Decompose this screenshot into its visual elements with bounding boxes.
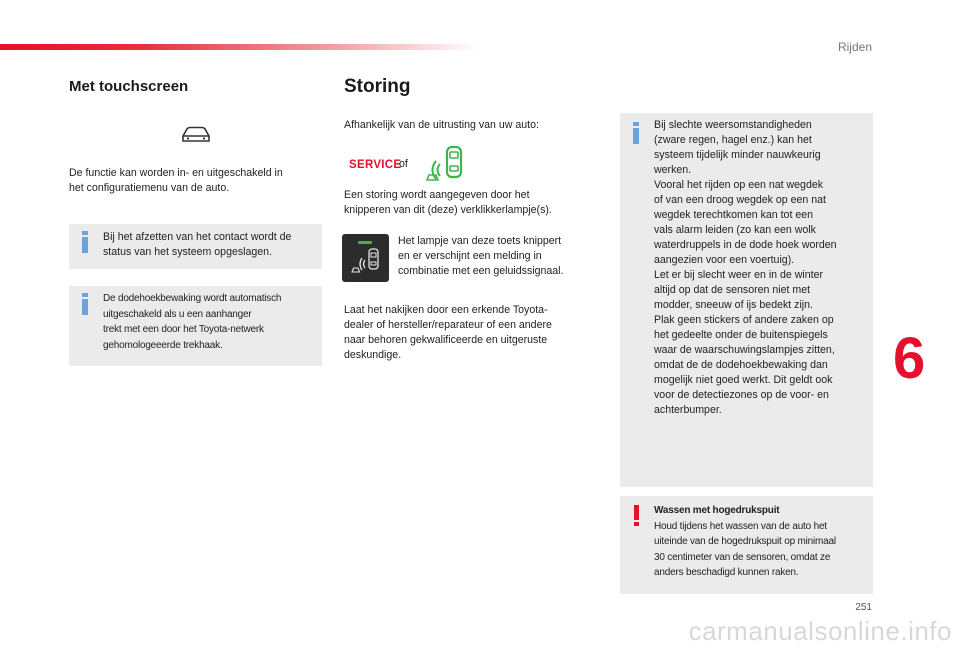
- info-note-weather: [620, 113, 873, 487]
- info-icon: [633, 122, 639, 144]
- or-word: of: [399, 158, 408, 170]
- touchscreen-paragraph: De functie kan worden in- en uitgeschakeld in het configuratiemenu van de auto.: [69, 167, 283, 194]
- weather-note-line: mogelijk niet goed werkt. Dit geldt ook: [654, 374, 833, 386]
- weather-note-line: Bij slechte weersomstandigheden: [654, 119, 812, 131]
- storing-intro: Afhankelijk van de uitrusting van uw auto:: [344, 119, 539, 131]
- warning-icon: [633, 505, 639, 526]
- blind-spot-button-icon: [342, 234, 389, 282]
- weather-note-line: of van een droog wegdek op een nat: [654, 194, 826, 206]
- blind-spot-button: [342, 234, 389, 282]
- weather-note-line: Let er bij slecht weer en in de winter: [654, 269, 823, 281]
- weather-note-line: wegdek terechtkomen kan tot een: [654, 209, 814, 221]
- weather-note-line: altijd op dat de sensoren niet met: [654, 284, 811, 296]
- weather-note-line: systeem tijdelijk minder nauwkeurig: [654, 149, 821, 161]
- weather-note-line: (zware regen, hagel enz.) kan het: [654, 134, 812, 146]
- info-note-trailer: De dodehoekbewaking wordt automatisch uitgeschakeld als u een aanhanger trekt met een door het Toyota-netwerk gehomologeeerde trekhaak.: [69, 286, 322, 366]
- section-title: Rijden: [837, 40, 872, 54]
- weather-note-line: omdat de de dodehoekbewaking dan: [654, 359, 828, 371]
- weather-note-line: het gedeelte onder de buitenspiegels: [654, 329, 828, 341]
- storing-paragraph-2: Een storing wordt aangegeven door het knipperen van dit (deze) verklikkerlampje(s).: [344, 189, 552, 216]
- warning-title: Wassen met hogedrukspuit: [654, 505, 780, 516]
- weather-note-line: vals alarm leiden (zo kan een wolk: [654, 224, 816, 236]
- page-number: 251: [855, 602, 872, 613]
- chapter-number: 6: [893, 326, 926, 391]
- storing-paragraph-3: Het lampje van deze toets knippert en er verschijnt een melding in combinatie met een geluidssignaal.: [398, 235, 564, 277]
- weather-note-line: waterdruppels in de dode hoek worden: [654, 239, 837, 251]
- service-warning-label: SERVICE: [349, 159, 402, 171]
- blind-spot-warning-icon: [424, 144, 468, 184]
- storing-paragraph-4: Laat het nakijken door een erkende Toyota- dealer of hersteller/reparateur of een andere naar behoren gekwalificeerde en uitgeruste deskundige.: [344, 304, 552, 361]
- watermark: carmanualsonline.info: [688, 616, 952, 646]
- info-note-status: Bij het afzetten van het contact wordt de status van het systeem opgeslagen.: [69, 224, 322, 269]
- weather-note-line: Plak geen stickers of andere zaken op: [654, 314, 834, 326]
- heading-storing: Storing: [344, 76, 411, 97]
- info-icon: [82, 231, 88, 253]
- weather-note-line: werken.: [654, 164, 692, 176]
- weather-note-line: waar de waarschuwingslampjes zitten,: [654, 344, 835, 356]
- weather-note-line: voor de detectiezones op de voor- en: [654, 389, 829, 401]
- info-icon: [82, 293, 88, 315]
- warning-note-washing: Wassen met hogedrukspuit Houd tijdens het wassen van de auto het uiteinde van de hogedrukspuit op minimaal 30 centimeter van de sensoren, omdat ze anders beschadigd kunnen raken.: [620, 496, 873, 594]
- weather-note-line: Vooral het rijden op een nat wegdek: [654, 179, 824, 191]
- heading-touchscreen: Met touchscreen: [69, 78, 189, 95]
- car-outline-icon: [180, 126, 212, 144]
- weather-note-line: aangezien voor een voertuig).: [654, 254, 795, 266]
- weather-note-line: modder, sneeuw of ijs bedekt zijn.: [654, 299, 813, 311]
- header-accent-bar: [0, 44, 480, 50]
- weather-note-line: achterbumper.: [654, 404, 722, 416]
